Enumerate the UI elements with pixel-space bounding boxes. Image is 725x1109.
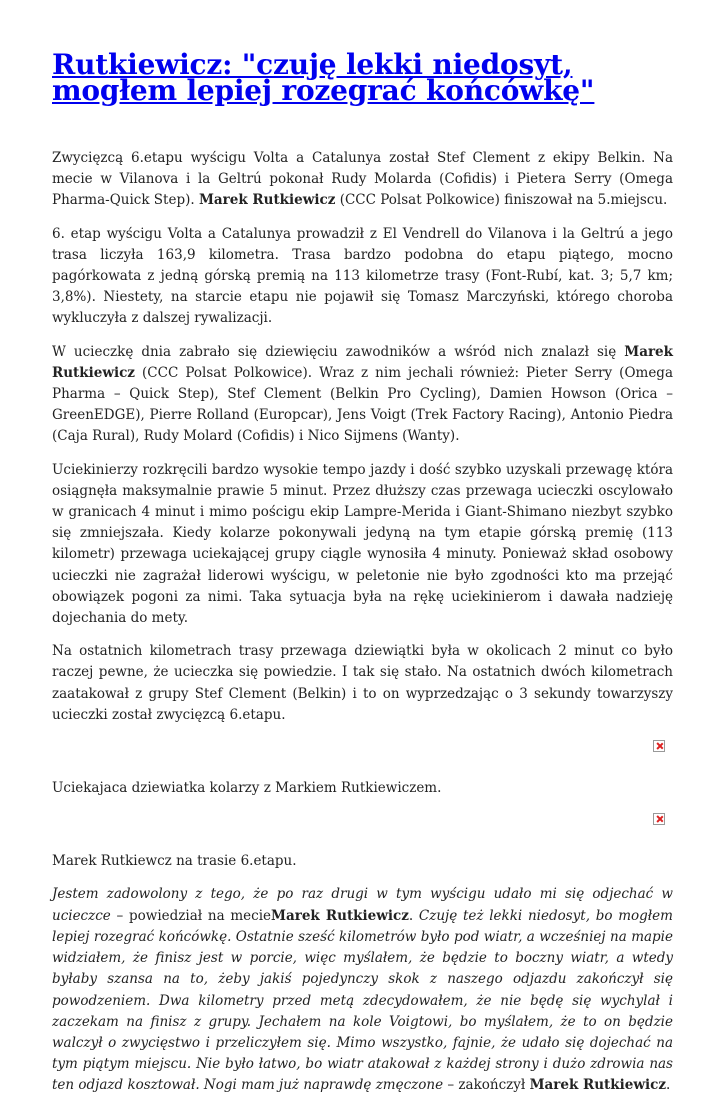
paragraph-2: 6. etap wyścigu Volta a Catalunya prowadził z El Vendrell do Vilanova i la Geltrú a jego trasa liczyła 163,9 kilometra. Trasa bardzo podobna do etapu piątego, mocno pagórkowata z jedną górską premią na 113 kilometrze trasy (Font-Rubí, kat. 3; 5,7 km; 3,8%). Niestety, na starcie etapu nie pojawił się Tomasz Marczyński, którego choroba wykluczyła z dalszej rywalizacji. bbox=[52, 225, 673, 327]
rider-name: Marek Rutkiewicz bbox=[271, 907, 409, 924]
quote-part-1: Jestem zadowolony z tego, że po raz drugi w tym wyścigu udało mi się odjechać w ucieczce bbox=[52, 886, 673, 924]
paragraph-4: Uciekinierzy rozkręcili bardzo wysokie tempo jazdy i dość szybko uzyskali przewagę która osiągnęła maksymalnie prawie 5 minut. Przez dłuższy czas przewaga ucieczki oscylowało w granicach 4 minut i mimo pościgu ekip Lampre-Merida i Giant-Shimano niezbyt szybko się zmniejszała. Kiedy kolarze pokonywali jedyną na tym etapie górską premię (113 kilometr) przewaga uciekającej grupy ciągle wynosiła 4 minuty. Ponieważ skład osobowy ucieczki nie zagrażał liderowi wyścigu, w peletonie nie było zgodności kto ma przejąć obowiązek pogoni za nimi. Taka sytuacja była na rękę uciekinierom i dawała nadzieję dojechania do mety. bbox=[52, 461, 673, 627]
p3-text: W ucieczkę dnia zabrało się dziewięciu zawodników a wśród nich znalazł się bbox=[52, 343, 625, 360]
article-title bbox=[52, 48, 673, 107]
broken-image-icon bbox=[653, 740, 665, 752]
quote-closing: – zakończył bbox=[443, 1077, 530, 1094]
rider-name: Marek Rutkiewicz bbox=[529, 1077, 666, 1094]
quote-paragraph bbox=[52, 884, 673, 1096]
paragraph-5: Na ostatnich kilometrach trasy przewaga dziewiątki była w okolicach 2 minut co było raczej pewne, że ucieczka się powiedzie. I tak się stało. Na ostatnich dwóch kilometrach zaatakował z grupy Stef Clement (Belkin) i to on wyprzedzając o 3 sekundy towarzyszy ucieczki został zwycięzcą 6.etapu. bbox=[52, 643, 673, 723]
image-placeholder-2 bbox=[52, 813, 673, 837]
rider-name: Marek Rutkiewicz bbox=[198, 192, 336, 209]
article-title-link[interactable]: Rutkiewicz: "czuję lekki niedosyt, mogłem lepiej rozegrać końcówkę" bbox=[52, 48, 595, 107]
quote-part-2: Czuję też lekki niedosyt, bo mogłem lepiej rozegrać końcówkę. Ostatnie sześć kilometrów było pod wiatr, a wcześniej na mapie widziałem, że finisz jest w porcie, więc myślałem, że będzie to boczny wiatr, a wtedy byłaby szansa na to, żeby jakiś pojedynczy skok z naszego odjazdu zakończył się powodzeniem. Dwa kilometry przed metą zdecydowałem, że nie będę się wychylał i zaczekam na finisz z grupy. Jechałem na kole Voigtowi, bo myślałem, że to on będzie walczył o zwycięstwo i przeliczyłem się. Mimo wszystko, fajnie, że udało się dojechać na tym piątym miejscu. Nie było łatwo, bo wiatr atakował z każdej strony i dużo zdrowia nas ten odjazd kosztował. Nogi mam już naprawdę zmęczone bbox=[52, 907, 673, 1094]
quote-sep: . bbox=[408, 907, 419, 924]
image-caption-1: Uciekajaca dziewiatka kolarzy z Markiem Rutkiewiczem. bbox=[52, 780, 442, 797]
article bbox=[52, 48, 673, 1109]
quote-attribution: – powiedział na mecie bbox=[110, 907, 272, 924]
p3-text-end: (CCC Polsat Polkowice). Wraz z nim jechali również: Pieter Serry (Omega Pharma – Quick Step), Stef Clement (Belkin Pro Cycling), Damien Howson (Orica – GreenEDGE), Pierre Rolland (Europcar), Jens Voigt (Trek Factory Racing), Antonio Piedra (Caja Rural), Rudy Molard (Cofidis) i Nico Sijmens (Wanty). bbox=[52, 364, 673, 445]
paragraph-1 bbox=[52, 148, 673, 212]
paragraph-3 bbox=[52, 342, 673, 448]
image-placeholder-1 bbox=[52, 740, 673, 764]
quote-end: . bbox=[666, 1077, 671, 1094]
broken-image-icon bbox=[653, 813, 665, 825]
image-caption-2: Marek Rutkiewcz na trasie 6.etapu. bbox=[52, 853, 297, 870]
p1-text-end: (CCC Polsat Polkowice) finiszował na 5.miejscu. bbox=[335, 192, 668, 209]
p1-text: Zwycięzcą 6.etapu wyścigu Volta a Catalunya został Stef Clement z ekipy Belkin. Na mecie w Vilanova i la Geltrú pokonał Rudy Molarda (Cofidis) i Pietera Serry (Omega Pharma-Quick Step). bbox=[52, 150, 673, 209]
rider-name: Marek Rutkiewicz bbox=[52, 343, 673, 381]
